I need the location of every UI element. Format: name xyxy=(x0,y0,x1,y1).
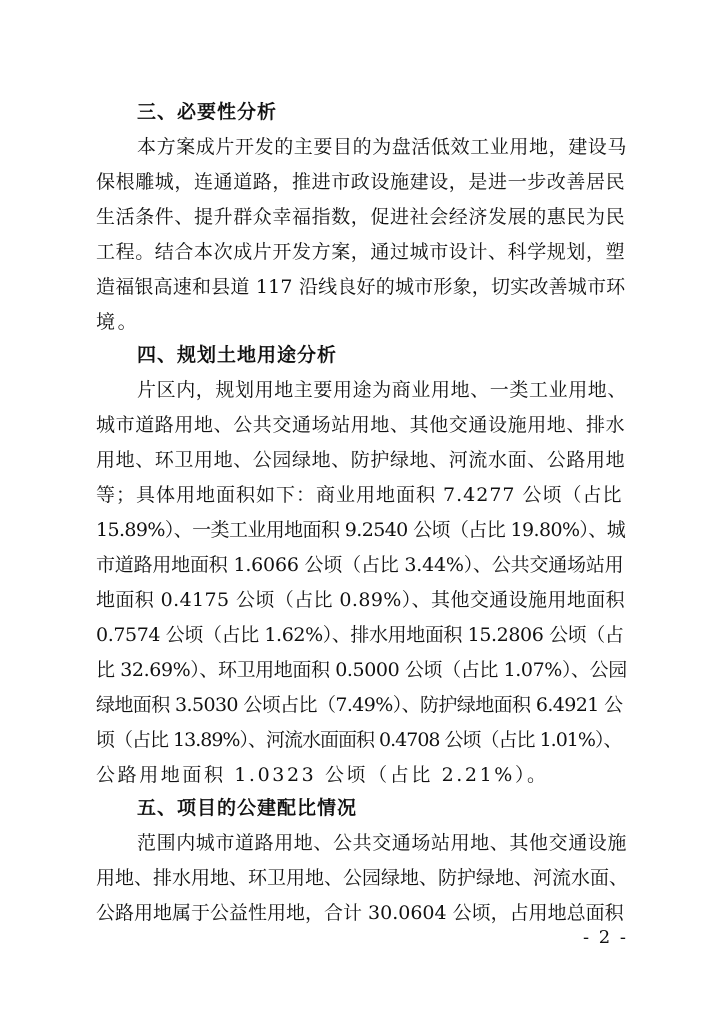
paragraph-line: 用地、排水用地、环卫用地、公园绿地、防护绿地、河流水面、 xyxy=(96,867,629,889)
paragraph-line: 市道路用地面积 1.6066 公顷（占比 3.44%）、公共交通场站用 xyxy=(96,554,624,576)
page-number: - 2 - xyxy=(582,927,628,948)
paragraph-line: 顷（占比 13.89%）、河流水面面积 0.4708 公顷（占比 1.01%）、 xyxy=(96,729,622,751)
section-heading-public-ratio: 五、项目的公建配比情况 xyxy=(137,797,358,819)
paragraph-line: 等；具体用地面积如下：商业用地面积 7.4277 公顷（占比 xyxy=(96,484,623,506)
paragraph-line: 本方案成片开发的主要目的为盘活低效工业用地，建设马 xyxy=(137,136,628,158)
paragraph-line: 生活条件、提升群众幸福指数，促进社会经济发展的惠民为民 xyxy=(96,206,626,228)
section-heading-land-use: 四、规划土地用途分析 xyxy=(137,344,338,366)
paragraph-line: 用地、环卫用地、公园绿地、防护绿地、河流水面、公路用地 xyxy=(96,449,626,471)
paragraph-line: 片区内，规划用地主要用途为商业用地、一类工业用地、 xyxy=(137,379,628,401)
paragraph-line: 保根雕城，连通道路，推进市政设施建设，是进一步改善居民 xyxy=(96,171,626,193)
paragraph-line: 境。 xyxy=(96,311,140,333)
paragraph-line: 造福银高速和县道 117 沿线良好的城市形象，切实改善城市环 xyxy=(96,276,626,298)
paragraph-line: 城市道路用地、公共交通场站用地、其他交通设施用地、排水 xyxy=(96,414,626,436)
paragraph-line: 工程。结合本次成片开发方案，通过城市设计、科学规划，塑 xyxy=(96,241,626,263)
paragraph-line: 比 32.69%）、环卫用地面积 0.5000 公顷（占比 1.07%）、公园 xyxy=(96,659,627,681)
paragraph-line: 公路用地属于公益性用地，合计 30.0604 公顷，占用地总面积 xyxy=(96,902,624,924)
paragraph-line: 公路用地面积 1.0323 公顷（占比 2.21%）。 xyxy=(96,764,549,786)
paragraph-line: 0.7574 公顷（占比 1.62%）、排水用地面积 15.2806 公顷（占 xyxy=(96,624,624,646)
paragraph-line: 范围内城市道路用地、公共交通场站用地、其他交通设施 xyxy=(137,832,628,854)
section-heading-necessity: 三、必要性分析 xyxy=(137,101,278,123)
paragraph-line: 绿地面积 3.5030 公顷占比（7.49%）、防护绿地面积 6.4921 公 xyxy=(96,694,623,716)
paragraph-line: 地面积 0.4175 公顷（占比 0.89%）、其他交通设施用地面积 xyxy=(96,589,626,611)
paragraph-line: 15.89%）、一类工业用地面积 9.2540 公顷（占比 19.80%）、城 xyxy=(96,519,626,541)
